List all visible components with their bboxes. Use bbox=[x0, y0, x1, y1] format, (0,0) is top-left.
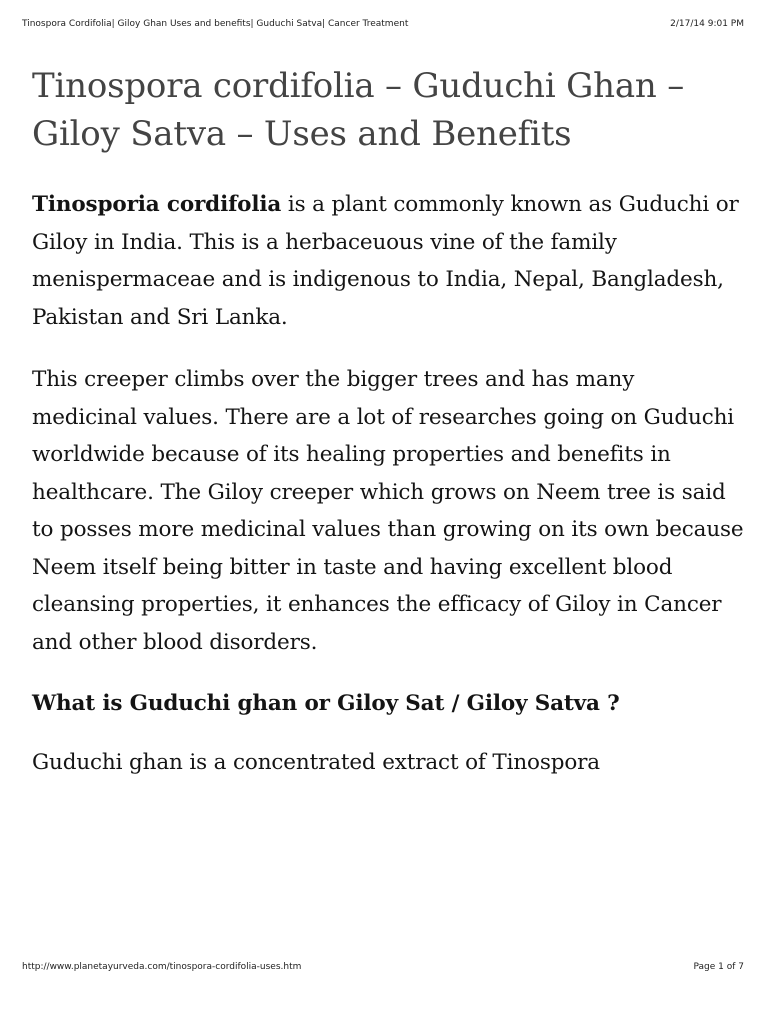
plant-name-bold: Tinosporia cordifolia bbox=[32, 192, 282, 217]
section-heading: What is Guduchi ghan or Giloy Sat / Giloy Satva ? bbox=[32, 691, 620, 716]
description-paragraph: This creeper climbs over the bigger trees and has many medicinal values. There are a lot of researches going on Guduchi worldwide because of its healing properties and benefits in healthcare. The Giloy creeper which grows on Neem tree is said to posses more medicinal values than growing on its own because Neem itself being bitter in taste and having excellent blood cleansing properties, it enhances the efficacy of Giloy in Cancer and other blood disorders. bbox=[32, 367, 744, 655]
source-url: http://www.planetayurveda.com/tinospora-cordifolia-uses.htm bbox=[22, 962, 302, 972]
intro-paragraph bbox=[32, 186, 744, 336]
print-date: 2/17/14 9:01 PM bbox=[670, 19, 744, 29]
document-title: Tinospora Cordifolia| Giloy Ghan Uses and benefits| Guduchi Satva| Cancer Treatment bbox=[22, 19, 409, 29]
article-content bbox=[32, 62, 744, 781]
page-indicator: Page 1 of 7 bbox=[693, 962, 744, 972]
print-footer bbox=[22, 962, 744, 976]
intro-paragraph-text: is a plant commonly known as Guduchi or Giloy in India. This is a herbaceuous vine of the family menispermaceae and is indigenous to India, Nepal, Bangladesh, Pakistan and Sri Lanka. bbox=[32, 192, 739, 330]
print-header bbox=[22, 19, 744, 33]
extract-paragraph: Guduchi ghan is a concentrated extract of Tinospora bbox=[32, 749, 600, 775]
article-title: Tinospora cordifolia – Guduchi Ghan – Giloy Satva – Uses and Benefits bbox=[32, 66, 684, 154]
